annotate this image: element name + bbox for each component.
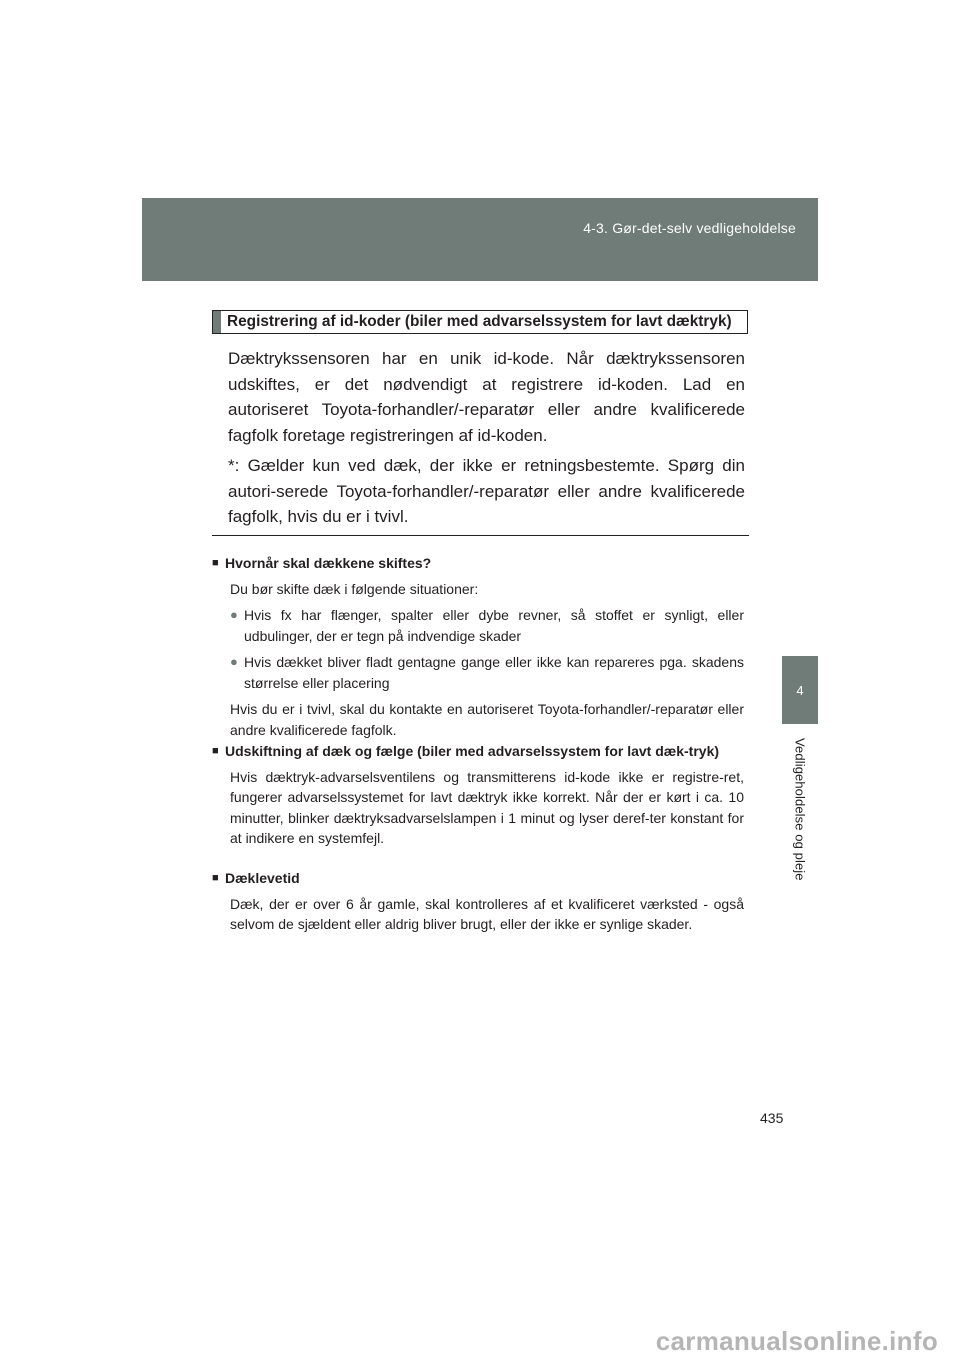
info-replace: [212, 741, 744, 849]
section-intro: Dæktrykssensoren har en unik id-kode. Når dæktrykssensoren udskiftes, er det nødvendigt at registrere id-koden. Lad en autoriseret Toyota-forhandler/-reparatør eller andre kvalificerede fagfolk foretage registreringen af id-koden.: [228, 349, 745, 445]
info-when-lead: Du bør skifte dæk i følgende situationer:: [230, 580, 479, 597]
info-when-footer: Hvis du er i tvivl, skal du kontakte en autoriseret Toyota-forhandler/-reparatør eller andre kvalificerede fagfolk.: [230, 701, 744, 738]
section-heading-bar: [213, 311, 221, 333]
chapter-header-band: [142, 198, 818, 281]
page-number: 435: [760, 1110, 784, 1126]
chapter-tab-number: 4: [782, 656, 818, 724]
divider-rule: [212, 535, 749, 536]
info-life-heading: Dæklevetid: [225, 870, 300, 886]
list-item-text: Hvis fx har flænger, spalter eller dybe revner, så stoffet er synligt, eller udbulinger, der er tegn på indvendige skader: [244, 607, 744, 644]
watermark-text: carmanualsonline.info: [655, 1326, 938, 1356]
section-heading-box: [212, 310, 748, 334]
chapter-tab-label: Vedligeholdelse og pleje: [792, 738, 808, 881]
circle-bullet-icon: ●: [230, 607, 238, 622]
square-bullet-icon: ■: [212, 872, 219, 884]
info-when: [212, 553, 744, 740]
section-heading: Registrering af id-koder (biler med advarselssystem for lavt dæktryk): [227, 313, 732, 330]
square-bullet-icon: ■: [212, 745, 219, 757]
info-replace-body: Hvis dæktryk-advarselsventilens og transmitterens id-kode ikke er registre-ret, fungerer advarselssystemet for lavt dæktryk ikke korrekt. Når der er kørt i ca. 10 minutter, blinker dæktryksadvarselslampen i 1 minut og lyser deref-ter konstant for at indikere en systemfejl.: [230, 768, 744, 846]
watermark: [0, 1320, 960, 1358]
info-replace-heading: Udskiftning af dæk og fælge (biler med advarselssystem for lavt dæk-tryk): [225, 743, 720, 759]
info-life: [212, 868, 744, 935]
chapter-title: 4-3. Gør-det-selv vedligeholdelse: [583, 220, 796, 236]
list-item: [230, 605, 744, 646]
circle-bullet-icon: ●: [230, 654, 238, 669]
list-item-text: Hvis dækket bliver fladt gentagne gange eller ikke kan repareres pga. skadens størrelse eller placering: [244, 654, 744, 691]
square-bullet-icon: ■: [212, 557, 219, 569]
info-life-body: Dæk, der er over 6 år gamle, skal kontrolleres af et kvalificeret værksted - også selvom de sjældent eller aldrig bliver brugt, eller der ikke er synlige skader.: [230, 895, 744, 932]
section-footnote: *: Gælder kun ved dæk, der ikke er retningsbestemte. Spørg din autori-serede Toyota-forhandler/-reparatør eller andre kvalificerede fagfolk, hvis du er i tvivl.: [228, 456, 745, 526]
list-item: [230, 652, 744, 693]
info-when-heading: Hvornår skal dækkene skiftes?: [225, 555, 432, 571]
